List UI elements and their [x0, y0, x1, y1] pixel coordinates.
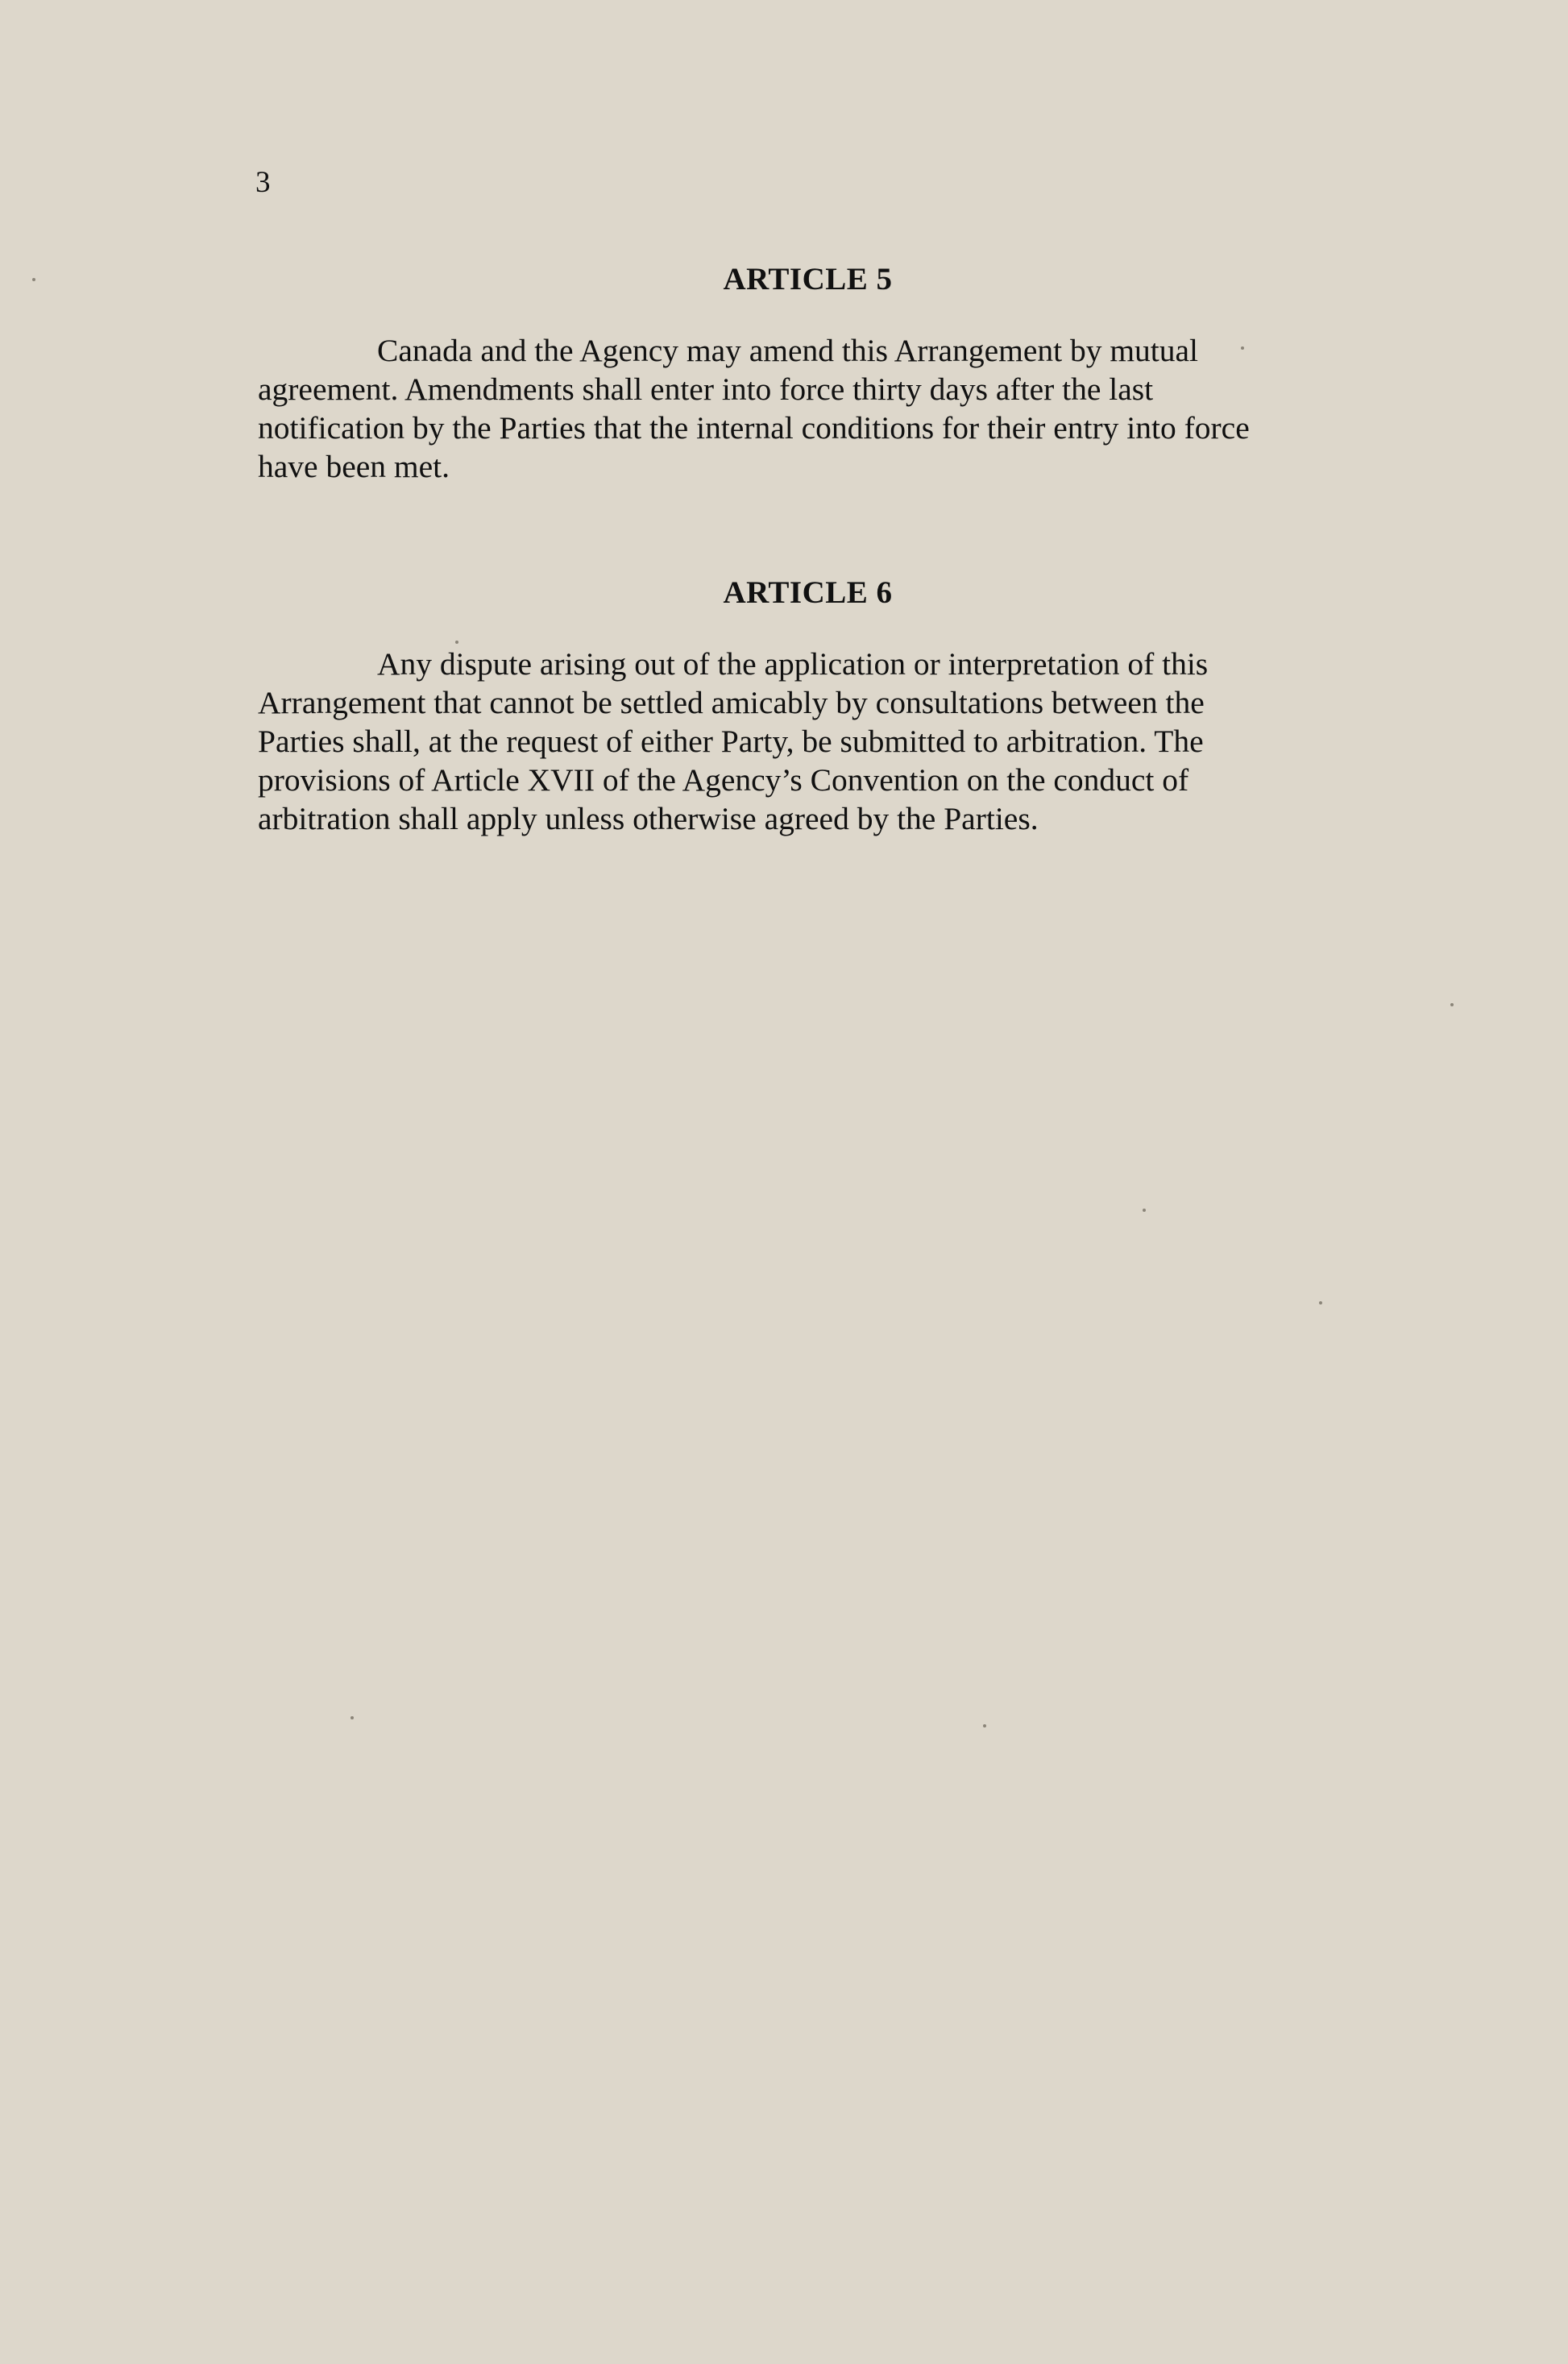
- paragraph-line: Arrangement that cannot be settled amicably by consultations between the: [258, 685, 1205, 720]
- paragraph-line: notification by the Parties that the internal conditions for their entry into force: [258, 410, 1250, 446]
- dust-speck: [1143, 1209, 1146, 1212]
- paragraph-line: agreement. Amendments shall enter into force thirty days after the last: [258, 371, 1154, 407]
- dust-speck: [1241, 346, 1244, 350]
- dust-speck: [455, 641, 458, 644]
- dust-speck: [351, 1716, 354, 1719]
- article-paragraph: [258, 331, 1321, 486]
- paragraph-line: arbitration shall apply unless otherwise agreed by the Parties.: [258, 801, 1039, 836]
- article-6-section: [258, 574, 1321, 838]
- article-heading: ARTICLE 6: [723, 575, 893, 610]
- dust-speck: [32, 278, 35, 281]
- dust-speck: [1450, 1003, 1454, 1006]
- paragraph-line: Any dispute arising out of the application or interpretation of this: [377, 646, 1209, 682]
- article-heading: ARTICLE 5: [723, 262, 893, 297]
- page-number: 3: [255, 166, 271, 199]
- paragraph-line: Canada and the Agency may amend this Arrangement by mutual: [377, 333, 1199, 368]
- dust-speck: [983, 1724, 986, 1727]
- paragraph-line: Parties shall, at the request of either Party, be submitted to arbitration. The: [258, 724, 1204, 759]
- paragraph-line: have been met.: [258, 449, 450, 484]
- article-5-section: [258, 260, 1321, 486]
- dust-speck: [1319, 1301, 1322, 1304]
- article-paragraph: [258, 645, 1321, 838]
- paragraph-line: provisions of Article XVII of the Agency’s Convention on the conduct of: [258, 762, 1189, 798]
